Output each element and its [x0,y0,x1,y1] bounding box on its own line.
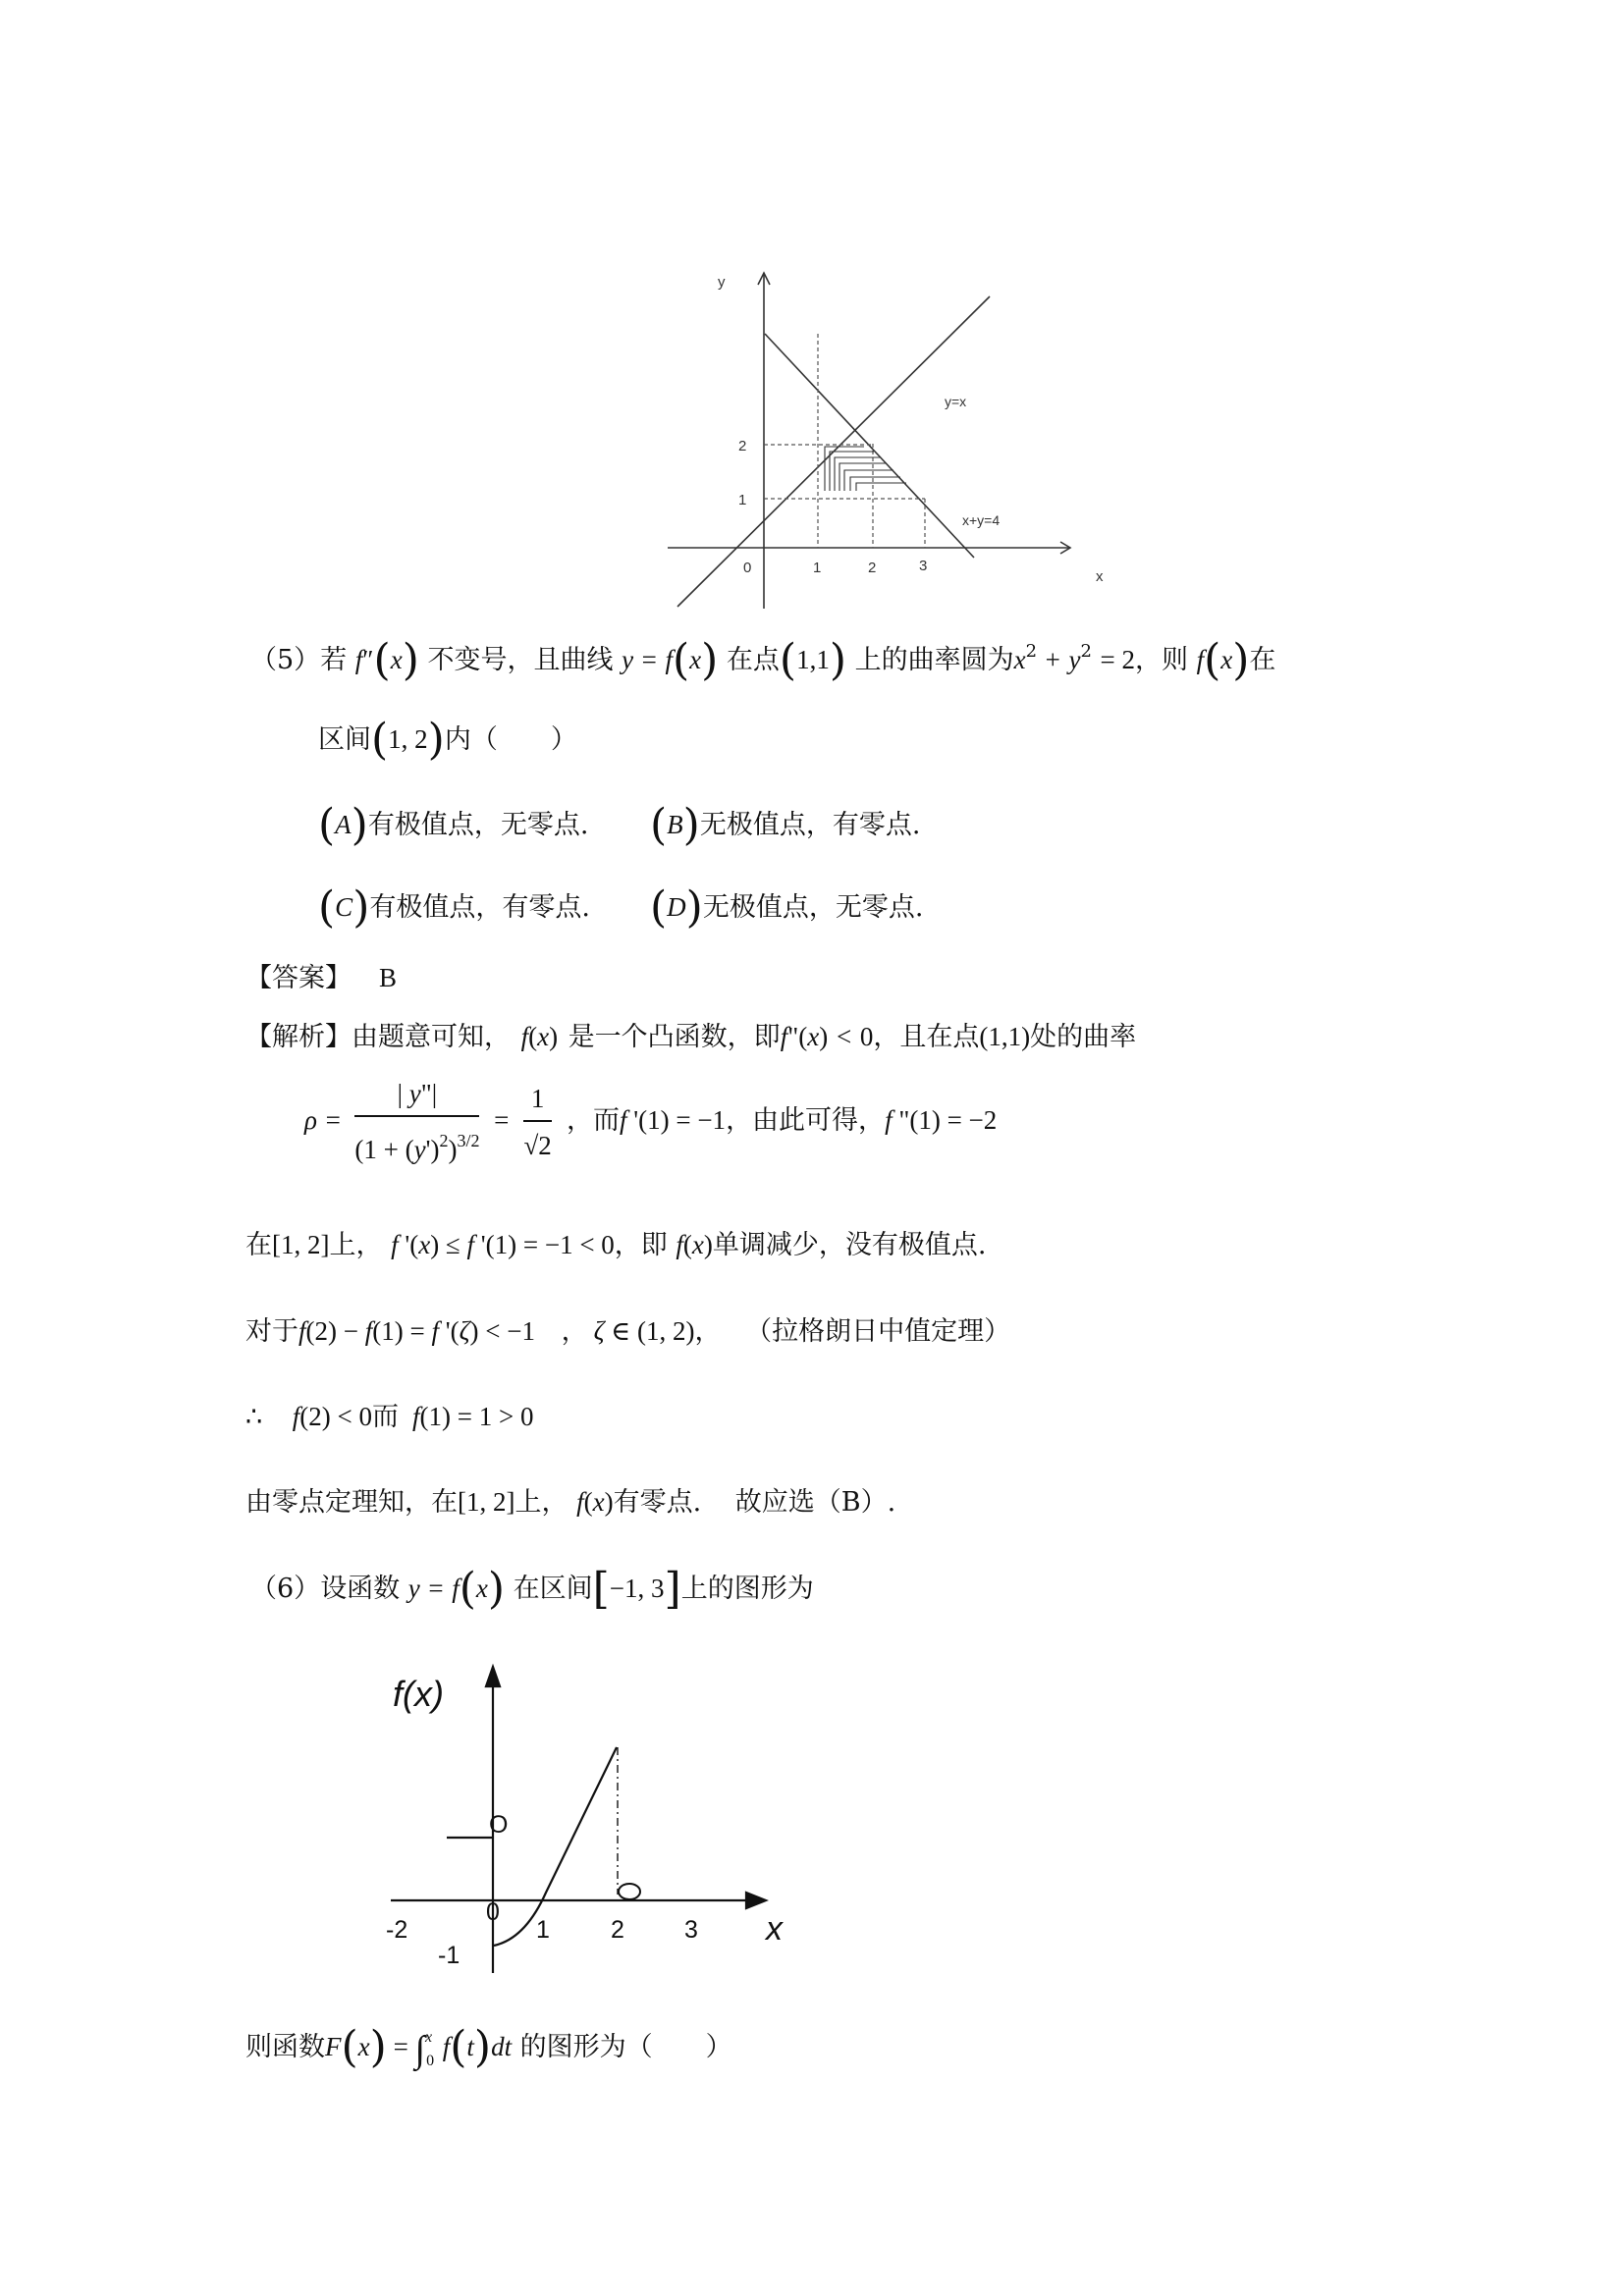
answer-value: B [379,963,398,992]
fig1-x-label: x [1096,568,1104,585]
solution-line-3: 在[1, 2]上， f '(x) ≤ f '(1) = −1 < 0，即 f(x)单调减少，没有极值点. [245,1230,987,1260]
open-circle-at-2 [619,1884,640,1899]
answer-label: 【答案】 [245,963,352,993]
q6-number: （6） [250,1574,321,1604]
solution-line-4: 对于f(2) − f(1) = f '(ζ) < −1 ， ζ ∈ (1, 2)， （拉格朗日中值定理） [245,1316,1011,1347]
one-over-root-two: $\frac{1}{√2}$ [523,1081,553,1163]
solution-line-2: ρ = $\frac{| y"|}{(1 + (y')^2)^{3/2}}$ = $\frac{1}{√2}$ ，而f '(1) = −1，由此可得，f "(1) = −2 [304,1076,997,1167]
fig1-xtick-3: 3 [919,558,928,574]
q5-line-2: 区间(1, 2)内（ ） [318,715,577,765]
fig2-xtick-3: 3 [684,1916,698,1944]
q5-option-a: (A)有极值点，无零点. [318,800,589,850]
fig2-xtick-1: 1 [536,1916,550,1944]
shaded-region [825,447,906,491]
q5-option-d: (D)无极值点，无零点. [650,882,924,933]
y-axis-arrow [486,1667,500,1686]
fig1-ytick-2: 2 [738,438,747,454]
x-axis-arrow [746,1893,766,1908]
fig1-line1-label: y=x [945,394,967,409]
q5-option-c: (C)有极值点，有零点. [318,882,590,933]
fig1-xtick-2: 2 [868,560,877,576]
fig1-line2-label: x+y=4 [962,512,1001,528]
q5-line-1: （5）若 f″(x) 不变号，且曲线 y = f(x) 在点(1,1) 上的曲率圆为$x^2 + y^2 = 2$，则 f(x)在 [250,635,1276,685]
region-figure [658,260,1119,614]
function-graph-figure [378,1649,810,1983]
fig1-ytick-1: 1 [738,492,747,508]
curvature-fraction: $\frac{| y"|}{(1 + (y')^2)^{3/2}}$ [354,1076,479,1167]
fig2-xtick-neg2: -2 [386,1916,408,1944]
fig1-origin: 0 [743,560,752,576]
solution-label: 【解析】 [245,1022,352,1052]
solution-line-6: 由零点定理知，在[1, 2]上， f(x)有零点. 故应选（B）. [245,1487,896,1518]
q6-last-line: 则函数F(x) = ∫$^x_0$ f(t)dt 的图形为（ ） [245,2022,732,2072]
fig2-xtick-2: 2 [611,1916,624,1944]
line-x-plus-y-4 [765,334,974,558]
q6-line-1: （6）设函数 y = f(x) 在区间[−1, 3]上的图形为 [250,1564,814,1614]
answer-line [245,960,397,996]
fig2-origin: 0 [486,1898,500,1926]
solution-line-1: 【解析】由题意可知， f(x) 是一个凸函数，即f"(x) < 0，且在点(1,1)处的曲率 [245,1022,1137,1052]
q5-option-b: (B)无极值点，有零点. [650,800,921,850]
fig1-y-label: y [718,274,726,291]
fig2-x-label: x [766,1910,783,1948]
fig2-y-label: f(x) [393,1674,444,1714]
function-curve [494,1747,617,1946]
solution-line-5: ∴ f(2) < 0而 f(1) = 1 > 0 [245,1402,534,1432]
q5-number: （5） [250,645,321,675]
fig2-neg-one: -1 [438,1942,460,1969]
open-mark-label: O [489,1811,509,1839]
fig1-xtick-1: 1 [813,560,822,576]
